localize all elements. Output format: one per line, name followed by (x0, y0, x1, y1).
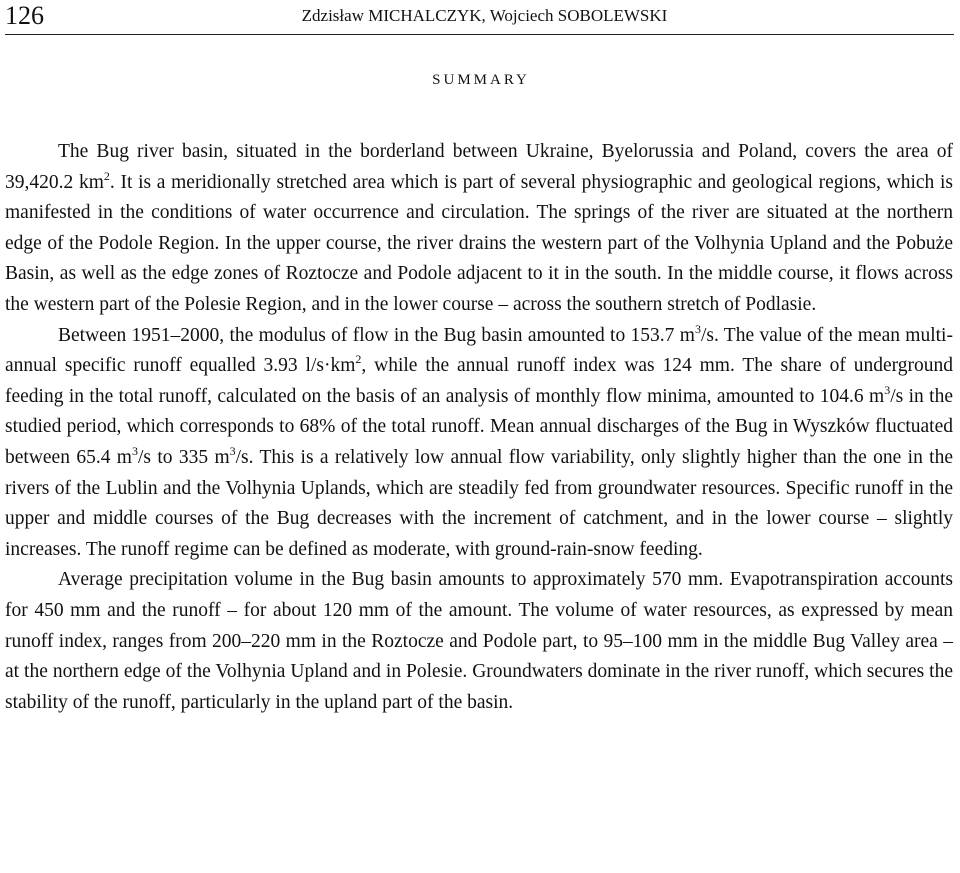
superscript-km2: 2 (103, 168, 110, 183)
paragraph-1-part-1: The Bug river basin, situated in the borderland between Ukraine, Byelorussia and Poland, covers the area of 39,420.2 km (5, 141, 953, 193)
paragraph-2-part-2: /s. The value of the mean multi-annual specific runoff equalled 3.93 l/s·km (5, 324, 953, 377)
page-number: 126 (5, 1, 44, 30)
summary-body (5, 137, 953, 718)
section-title: SUMMARY (432, 72, 530, 88)
superscript-m3-a: 3 (694, 321, 701, 336)
superscript-m3-c: 3 (131, 443, 138, 458)
superscript-m3-d: 3 (229, 443, 236, 458)
paragraph-3: Average precipitation volume in the Bug basin amounts to approximately 570 mm. Evapotranspiration accounts for 450 mm and the runoff – for about 120 mm of the amount. The volume of water resources, as expressed by mean runoff index, ranges from 200–220 mm in the Roztocze and Podole part, to 95–100 mm in the middle Bug Valley area – at the northern edge of the Volhynia Upland and in Polesie. Groundwaters dominate in the river runoff, which secures the stability of the runoff, particularly in the upland part of the basin. (5, 569, 953, 713)
paragraph-2-part-5: /s to 335 m (137, 446, 230, 468)
paragraph-2 (5, 321, 953, 566)
paragraph-2-part-3: , while the annual runoff index was 124 mm. The share of underground feeding in the total runoff, calculated on the basis of an analysis of monthly flow minima, amounted to 104.6 m (5, 355, 953, 407)
running-head-authors: Zdzisław MICHALCZYK, Wojciech SOBOLEWSKI (301, 6, 668, 25)
superscript-m3-b: 3 (884, 382, 891, 397)
paragraph-1 (5, 137, 953, 321)
paragraph-2-part-4: /s in the studied period, which corresponds to 68% of the total runoff. Mean annual discharges of the Bug in Wyszków fluctuated between 65.4 m (5, 385, 954, 468)
paragraph-1-part-2: . It is a meridionally stretched area which is part of several physiographic and geological regions, which is manifested in the conditions of water occurrence and circulation. The springs of the river are situated at the northern edge of the Podole Region. In the upper course, the river drains the western part of the Volhynia Upland and the Pobuże Basin, as well as the edge zones of Roztocze and Podole adjacent to it in the south. In the middle course, it flows across the western part of the Polesie Region, and in the lower course – across the southern stretch of Podlasie. (5, 171, 953, 315)
paragraph-2-part-1: Between 1951–2000, the modulus of flow in the Bug basin amounted to 153.7 m (58, 324, 695, 346)
page-header (5, 0, 954, 35)
paragraph-2-part-6: /s. This is a relatively low annual flow variability, only slightly higher than the one in the rivers of the Lublin and the Volhynia Uplands, which are steadily fed from groundwater resources. Specific runoff in the upper and middle courses of the Bug decreases with the increment of catchment, and in the lower course – slightly increases. The runoff regime can be defined as moderate, with ground-rain-snow feeding. (5, 446, 954, 560)
superscript-km2-b: 2 (355, 352, 362, 367)
